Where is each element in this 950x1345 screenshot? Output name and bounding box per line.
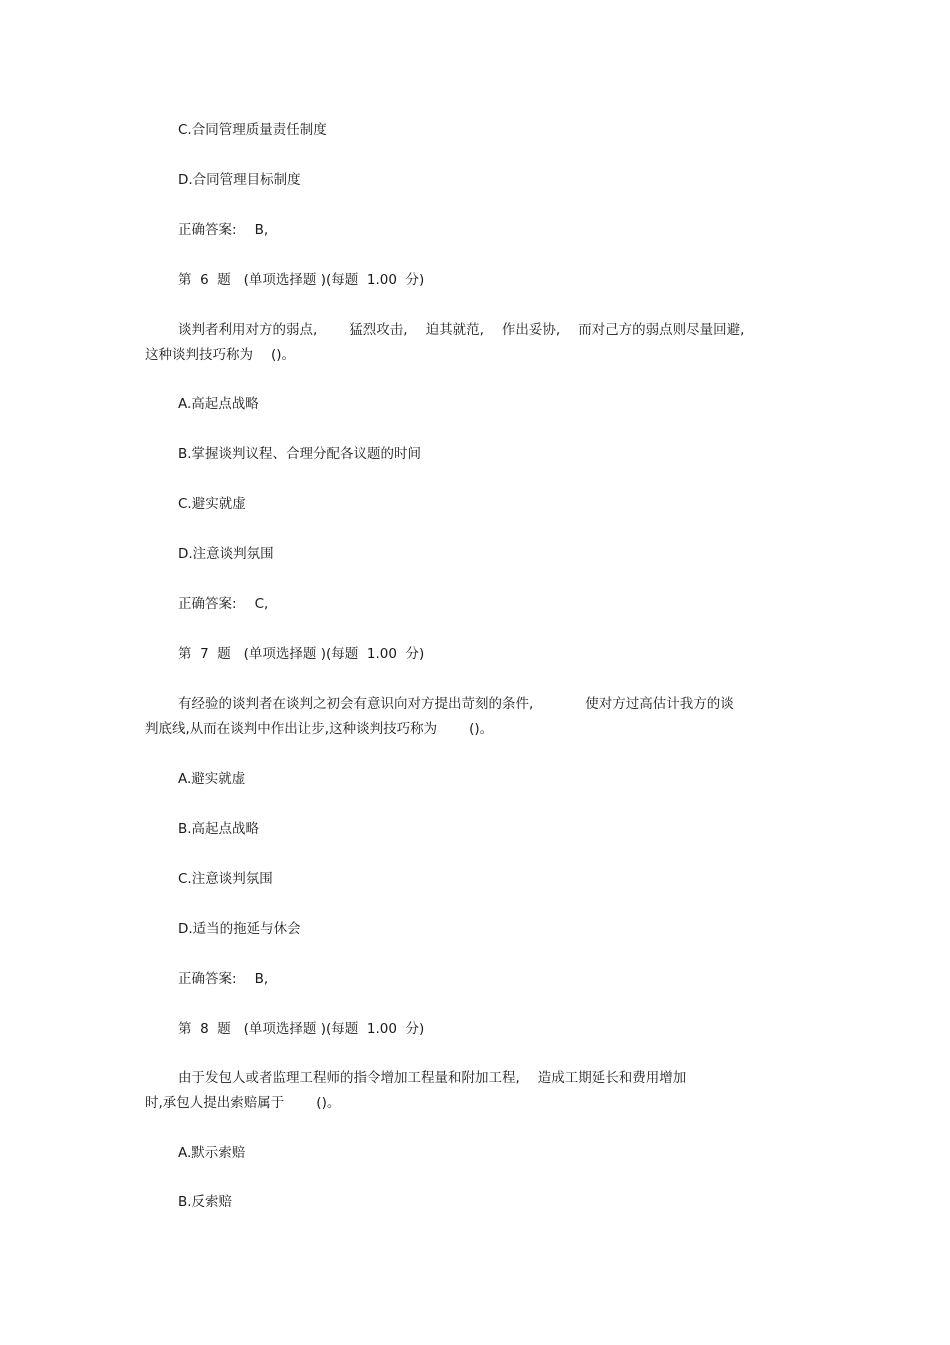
answer-value: B,: [254, 222, 269, 238]
question-header: [178, 1020, 424, 1038]
option-a: A.避实就虚: [178, 771, 246, 787]
question-text-part: 作出妥协,: [501, 322, 561, 338]
question-text-part: 这种谈判技巧称为: [145, 347, 253, 363]
question-text-part: 时,承包人提出索赔属于: [145, 1095, 285, 1111]
question-header: [178, 645, 424, 663]
header-prefix: 第: [178, 1021, 192, 1037]
question-text-part: 造成工期延长和费用增加: [537, 1070, 687, 1086]
question-text: [178, 321, 744, 339]
question-text-part: 谈判者利用对方的弱点,: [178, 322, 318, 338]
answer-blank: ()。: [316, 1095, 341, 1111]
option-a: A.默示索赔: [178, 1145, 246, 1161]
question-text-line2: [145, 1094, 340, 1112]
option-d: D.适当的拖延与休会: [178, 921, 301, 937]
correct-answer: [178, 595, 268, 613]
option-b: B.高起点战略: [178, 821, 260, 837]
header-suffix: 题: [217, 272, 231, 288]
question-text-line2: [145, 346, 295, 364]
question-text-part: 有经验的谈判者在谈判之初会有意识向对方提出苛刻的条件,: [178, 696, 534, 712]
header-suffix: 题: [217, 646, 231, 662]
question-type: (单项选择题: [243, 646, 317, 662]
option-c: C.合同管理质量责任制度: [178, 122, 327, 138]
question-text-part: 使对方过高估计我方的谈: [585, 696, 734, 712]
question-score: 1.00: [366, 272, 397, 288]
question-number: 8: [200, 1021, 209, 1037]
header-per: )(每题: [320, 272, 359, 288]
correct-answer: [178, 221, 268, 239]
answer-blank: ()。: [271, 347, 296, 363]
header-prefix: 第: [178, 272, 192, 288]
question-text-part: 而对己方的弱点则尽量回避,: [578, 322, 745, 338]
answer-value: C,: [254, 596, 269, 612]
option-b: B.掌握谈判议程、合理分配各议题的时间: [178, 446, 422, 462]
question-text: [178, 1069, 686, 1087]
option-d: D.注意谈判氛围: [178, 546, 274, 562]
question-text-part: 判底线,从而在谈判中作出让步,这种谈判技巧称为: [145, 721, 438, 737]
header-per: )(每题: [320, 646, 359, 662]
score-unit: 分): [405, 1021, 425, 1037]
question-text-line2: [145, 720, 493, 738]
header-suffix: 题: [217, 1021, 231, 1037]
answer-label: 正确答案:: [178, 971, 237, 987]
option-c: C.注意谈判氛围: [178, 871, 273, 887]
question-text-part: 猛烈攻击,: [349, 322, 408, 338]
question-score: 1.00: [366, 646, 397, 662]
correct-answer: [178, 970, 268, 988]
question-text-part: 迫其就范,: [425, 322, 484, 338]
question-header: [178, 271, 424, 289]
answer-blank: ()。: [469, 721, 494, 737]
question-number: 6: [200, 272, 209, 288]
header-prefix: 第: [178, 646, 192, 662]
question-text: [178, 695, 734, 713]
option-c: C.避实就虚: [178, 496, 246, 512]
score-unit: 分): [405, 646, 425, 662]
option-b: B.反索赔: [178, 1194, 233, 1210]
question-type: (单项选择题: [243, 272, 317, 288]
question-score: 1.00: [366, 1021, 397, 1037]
header-per: )(每题: [320, 1021, 359, 1037]
answer-value: B,: [254, 971, 269, 987]
score-unit: 分): [405, 272, 425, 288]
question-number: 7: [200, 646, 209, 662]
option-a: A.高起点战略: [178, 396, 259, 412]
question-type: (单项选择题: [243, 1021, 317, 1037]
question-text-part: 由于发包人或者监理工程师的指令增加工程量和附加工程,: [178, 1070, 520, 1086]
answer-label: 正确答案:: [178, 596, 237, 612]
option-d: D.合同管理目标制度: [178, 172, 301, 188]
answer-label: 正确答案:: [178, 222, 237, 238]
